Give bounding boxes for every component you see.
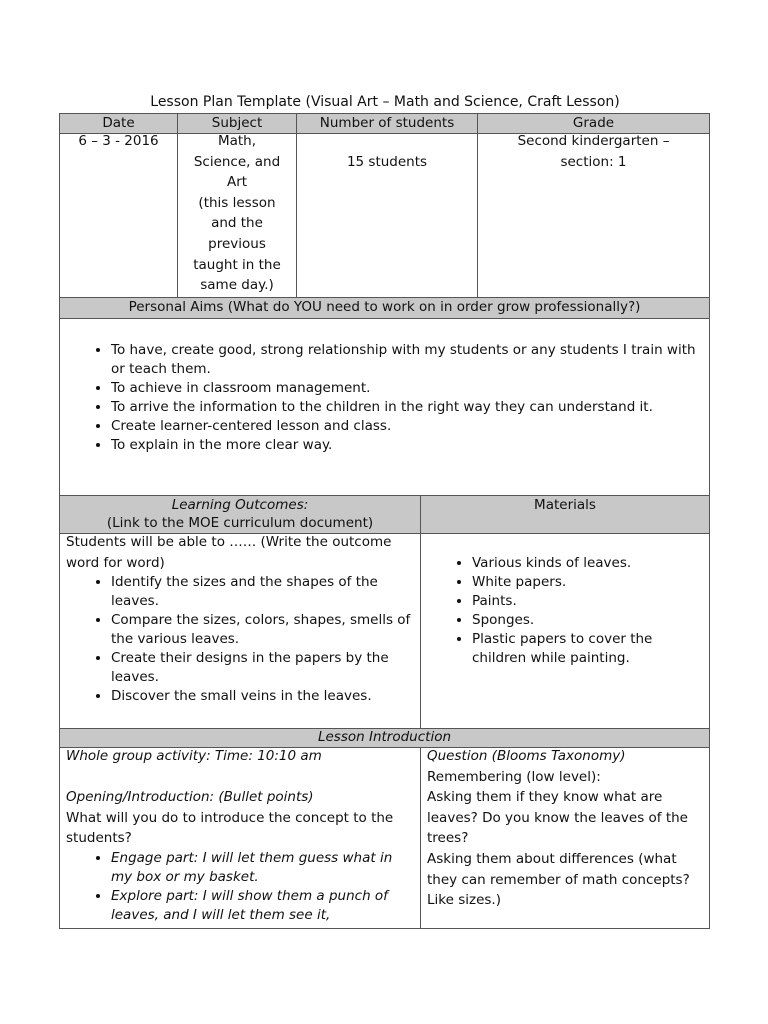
subject-value: Math, Science, and Art (this lesson and the previous taught in the same day.) (193, 133, 281, 294)
list-item: • Compare the sizes, colors, shapes, smells of the various leaves. (111, 611, 416, 649)
list-item: • Discover the small veins in the leaves. (111, 687, 416, 706)
list-item: • To achieve in classroom management. (111, 379, 701, 398)
list-item: • Create learner-centered lesson and class. (111, 417, 701, 436)
materials-heading: Materials (534, 497, 596, 513)
intro-left: Whole group activity: Time: 10:10 am Opening/Introduction: (Bullet points) What will you do to introduce the concept to the students? • Engage part: I will let them guess what in my box or my basket. • Explore part: I will show them a punch of leaves, and I will let them see it, (66, 746, 416, 925)
list-item: • White papers. (472, 573, 702, 592)
list-item: • Sponges. (472, 611, 702, 630)
list-item: • Explore part: I will show them a punch of leaves, and I will let them see it, (111, 887, 416, 925)
personal-aims-list (61, 341, 701, 455)
header-subject: Subject (211, 115, 263, 131)
list-item: • Paints. (472, 592, 702, 611)
list-item: • Various kinds of leaves. (472, 554, 702, 573)
list-item: • Create their designs in the papers by the leaves. (111, 649, 416, 687)
header-date: Date (102, 115, 135, 131)
materials-content (422, 554, 702, 668)
list-item: • To arrive the information to the children in the right way they can understand it. (111, 398, 701, 417)
personal-aims-heading: Personal Aims (What do YOU need to work on in order grow professionally?) (128, 299, 641, 315)
outcomes-heading: Learning Outcomes: (Link to the MOE curriculum document) (106, 497, 374, 531)
intro-right: Question (Blooms Taxonomy) Remembering (low level): Asking them if they know what are leaves? Do you know the leaves of the trees? Asking them about differences (what they can remember of math concepts? Like sizes.) (427, 748, 690, 909)
header-grade: Grade (572, 115, 615, 131)
list-item: • Engage part: I will let them guess what in my box or my basket. (111, 849, 416, 887)
list-item: • To explain in the more clear way. (111, 436, 701, 455)
intro-heading: Lesson Introduction (317, 729, 452, 745)
outcomes-content (66, 532, 416, 706)
date-value: 6 – 3 - 2016 (78, 133, 159, 149)
list-item: • To have, create good, strong relationship with my students or any students I train with or teach them. (111, 341, 701, 379)
document-title: Lesson Plan Template (Visual Art – Math and Science, Craft Lesson) (150, 94, 620, 110)
students-value: 15 students (346, 154, 428, 170)
list-item: • Plastic papers to cover the children while painting. (472, 630, 702, 668)
outcomes-intro: Students will be able to …… (Write the outcome word for word) (66, 534, 392, 571)
grade-value: Second kindergarten – section: 1 (517, 133, 670, 170)
list-item: • Identify the sizes and the shapes of the leaves. (111, 573, 416, 611)
header-number-of-students: Number of students (319, 115, 455, 131)
